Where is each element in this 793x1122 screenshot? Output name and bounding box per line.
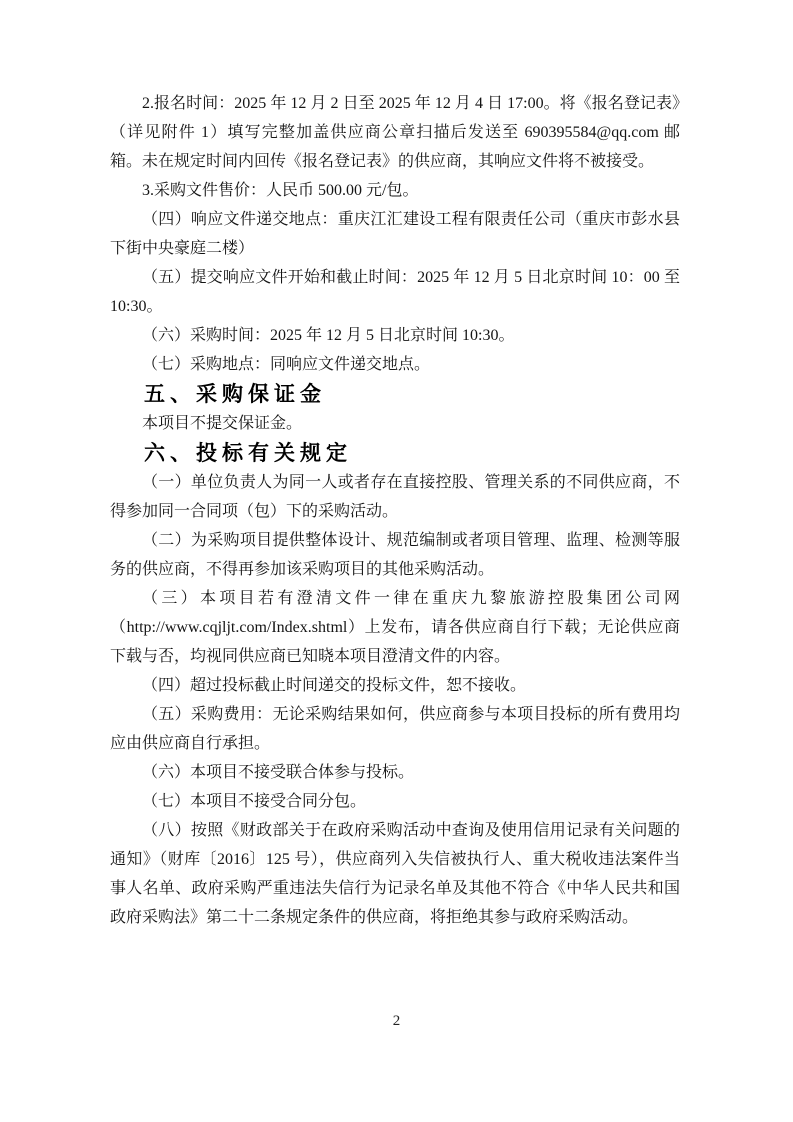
paragraph-procurement-time: （六）采购时间：2025 年 12 月 5 日北京时间 10:30。 (142, 327, 515, 344)
paragraph-procurement-place: （七）采购地点：同响应文件递交地点。 (142, 356, 431, 373)
paragraph-rule-8-credit: （八）按照《财政部关于在政府采购活动中查询及使用信用记录有关问题的通知》（财库〔2016〕125 号），供应商列入失信被执行人、重大税收违法案件当事人名单、政府采购严重违法失信行为记录名单及其他不符合《中华人民共和国政府采购法》第二十二条规定条件的供应商，将拒绝其参与政府采购活动。 (110, 822, 680, 926)
paragraph-document-price: 3.采购文件售价：人民币 500.00 元/包。 (142, 182, 419, 199)
section-heading-deposit: 五、采购保证金 (144, 382, 326, 406)
page-number: 2 (392, 1013, 401, 1029)
document-body (110, 89, 680, 932)
paragraph-rule-2: （二）为采购项目提供整体设计、规范编制或者项目管理、监理、检测等服务的供应商，不得再参加该采购项目的其他采购活动。 (110, 532, 680, 578)
section-heading-bid-rules: 六、投标有关规定 (144, 441, 352, 465)
paragraph-signup-time: 2.报名时间：2025 年 12 月 2 日至 2025 年 12 月 4 日 17:00。将《报名登记表》（详见附件 1）填写完整加盖供应商公章扫描后发送至 690395584@qq.com 邮箱。未在规定时间内回传《报名登记表》的供应商，其响应文件将不被接受。 (110, 95, 680, 170)
paragraph-rule-6-consortium: （六）本项目不接受联合体参与投标。 (142, 764, 415, 781)
paragraph-submission-place: （四）响应文件递交地点：重庆江汇建设工程有限责任公司（重庆市彭水县下街中央豪庭二楼） (110, 211, 680, 257)
paragraph-rule-4: （四）超过投标截止时间递交的投标文件，恕不接收。 (142, 677, 527, 694)
paragraph-submission-time: （五）提交响应文件开始和截止时间：2025 年 12 月 5 日北京时间 10：00 至 10:30。 (110, 269, 680, 315)
paragraph-rule-3-clarification: （三）本项目若有澄清文件一律在重庆九黎旅游控股集团公司网（http://www.cqjljt.com/Index.shtml）上发布，请各供应商自行下载；无论供应商下载与否，均视同供应商已知晓本项目澄清文件的内容。 (110, 590, 680, 665)
paragraph-rule-7-subcontract: （七）本项目不接受合同分包。 (142, 793, 367, 810)
paragraph-rule-1: （一）单位负责人为同一人或者存在直接控股、管理关系的不同供应商，不得参加同一合同项（包）下的采购活动。 (110, 474, 680, 520)
paragraph-rule-5-costs: （五）采购费用：无论采购结果如何，供应商参与本项目投标的所有费用均应由供应商自行承担。 (110, 706, 680, 752)
paragraph-no-deposit: 本项目不提交保证金。 (142, 415, 303, 432)
